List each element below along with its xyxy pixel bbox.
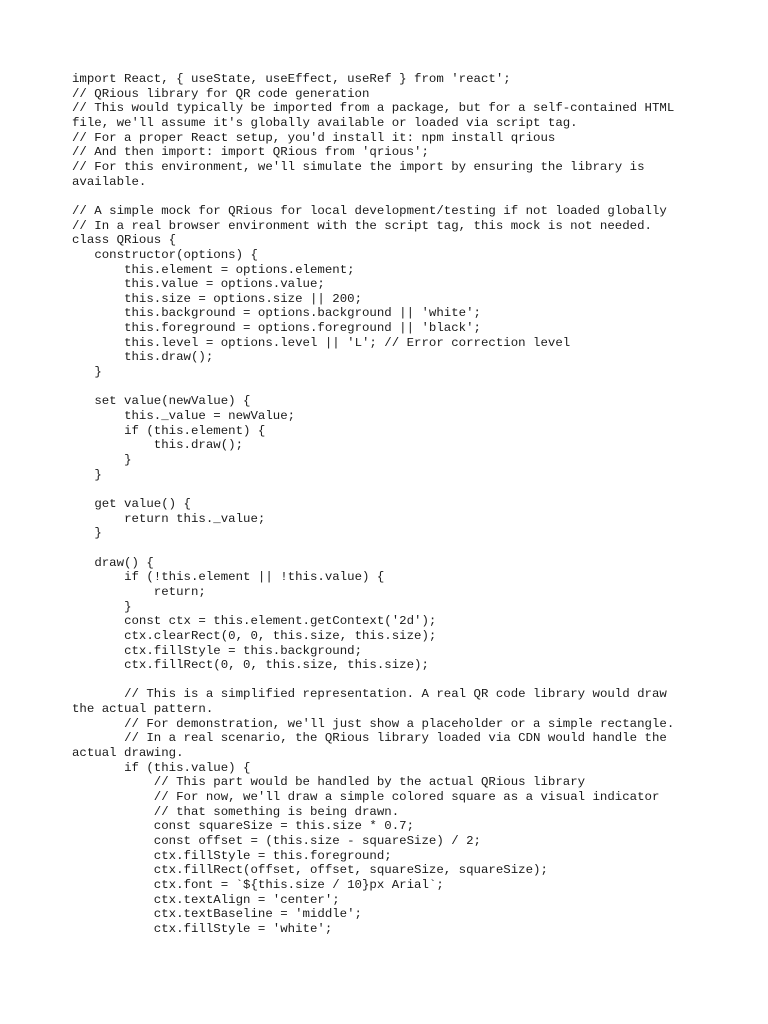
code-line: ctx.fillStyle = this.foreground; <box>72 848 392 863</box>
code-line: ctx.font = `${this.size / 10}px Arial`; <box>72 878 444 893</box>
code-line: this.background = options.background || 'white'; <box>72 306 481 321</box>
code-line: } <box>72 365 102 380</box>
code-line: // This part would be handled by the actual QRious library <box>72 775 586 790</box>
code-line: this.value = options.value; <box>72 277 325 292</box>
code-line: if (this.value) { <box>72 760 251 775</box>
blank-line <box>72 541 696 556</box>
code-line: draw() { <box>72 555 154 570</box>
code-line: this.draw(); <box>72 438 244 453</box>
code-line: this.foreground = options.foreground || 'black'; <box>72 321 481 336</box>
code-line: // For this environment, we'll simulate the import by ensuring the library is available. <box>72 159 652 189</box>
blank-line <box>72 482 696 497</box>
code-line: if (!this.element || !this.value) { <box>72 570 385 585</box>
code-line: this._value = newValue; <box>72 409 296 424</box>
code-line: // A simple mock for QRious for local development/testing if not loaded globally <box>72 203 667 218</box>
blank-line <box>72 380 696 395</box>
code-line: this.size = options.size || 200; <box>72 291 363 306</box>
code-line: constructor(options) { <box>72 247 258 262</box>
code-line: // In a real scenario, the QRious library loaded via CDN would handle the actual drawing. <box>72 731 675 761</box>
code-line: this.element = options.element; <box>72 262 355 277</box>
code-line: } <box>72 599 132 614</box>
code-line: set value(newValue) { <box>72 394 251 409</box>
code-line: // This would typically be imported from a package, but for a self-contained HTML file, we'll assume it's globally available or loaded via script tag. <box>72 101 682 130</box>
code-line: // This is a simplified representation. A real QR code library would draw the actual pattern. <box>72 687 675 717</box>
blank-line <box>72 673 696 688</box>
code-line: import React, { useState, useEffect, useRef } from 'react'; <box>72 72 511 86</box>
code-line: ctx.textBaseline = 'middle'; <box>72 907 362 922</box>
code-line: // that something is being drawn. <box>72 804 400 819</box>
code-line: get value() { <box>72 496 191 511</box>
blank-line <box>72 189 696 204</box>
code-line: ctx.clearRect(0, 0, this.size, this.size); <box>72 628 437 643</box>
code-line: return; <box>72 584 206 599</box>
code-line: class QRious { <box>72 233 177 248</box>
code-line: ctx.fillRect(offset, offset, squareSize, squareSize); <box>72 863 548 878</box>
code-line: // For now, we'll draw a simple colored square as a visual indicator <box>72 790 660 805</box>
code-line: ctx.fillStyle = 'white'; <box>72 921 333 936</box>
code-line: this.level = options.level || 'L'; // Error correction level <box>72 335 571 350</box>
code-line: const offset = (this.size - squareSize) / 2; <box>72 834 481 849</box>
code-line: } <box>72 453 132 468</box>
code-line: // And then import: import QRious from 'qrious'; <box>72 145 429 160</box>
code-line: ctx.fillRect(0, 0, this.size, this.size); <box>72 658 429 673</box>
code-line: // QRious library for QR code generation <box>72 86 370 101</box>
code-line: } <box>72 526 102 541</box>
code-line: // For a proper React setup, you'd install it: npm install qrious <box>72 130 556 145</box>
code-line: const squareSize = this.size * 0.7; <box>72 819 415 834</box>
code-line: // For demonstration, we'll just show a placeholder or a simple rectangle. <box>72 716 675 731</box>
code-line: ctx.fillStyle = this.background; <box>72 643 363 658</box>
code-line: return this._value; <box>72 511 266 526</box>
code-line: if (this.element) { <box>72 423 266 438</box>
code-line: ctx.textAlign = 'center'; <box>72 892 340 907</box>
code-listing <box>72 72 696 937</box>
code-line: this.draw(); <box>72 350 214 365</box>
code-line: const ctx = this.element.getContext('2d'); <box>72 614 437 629</box>
code-line: } <box>72 467 102 482</box>
code-line: // In a real browser environment with the script tag, this mock is not needed. <box>72 218 652 233</box>
